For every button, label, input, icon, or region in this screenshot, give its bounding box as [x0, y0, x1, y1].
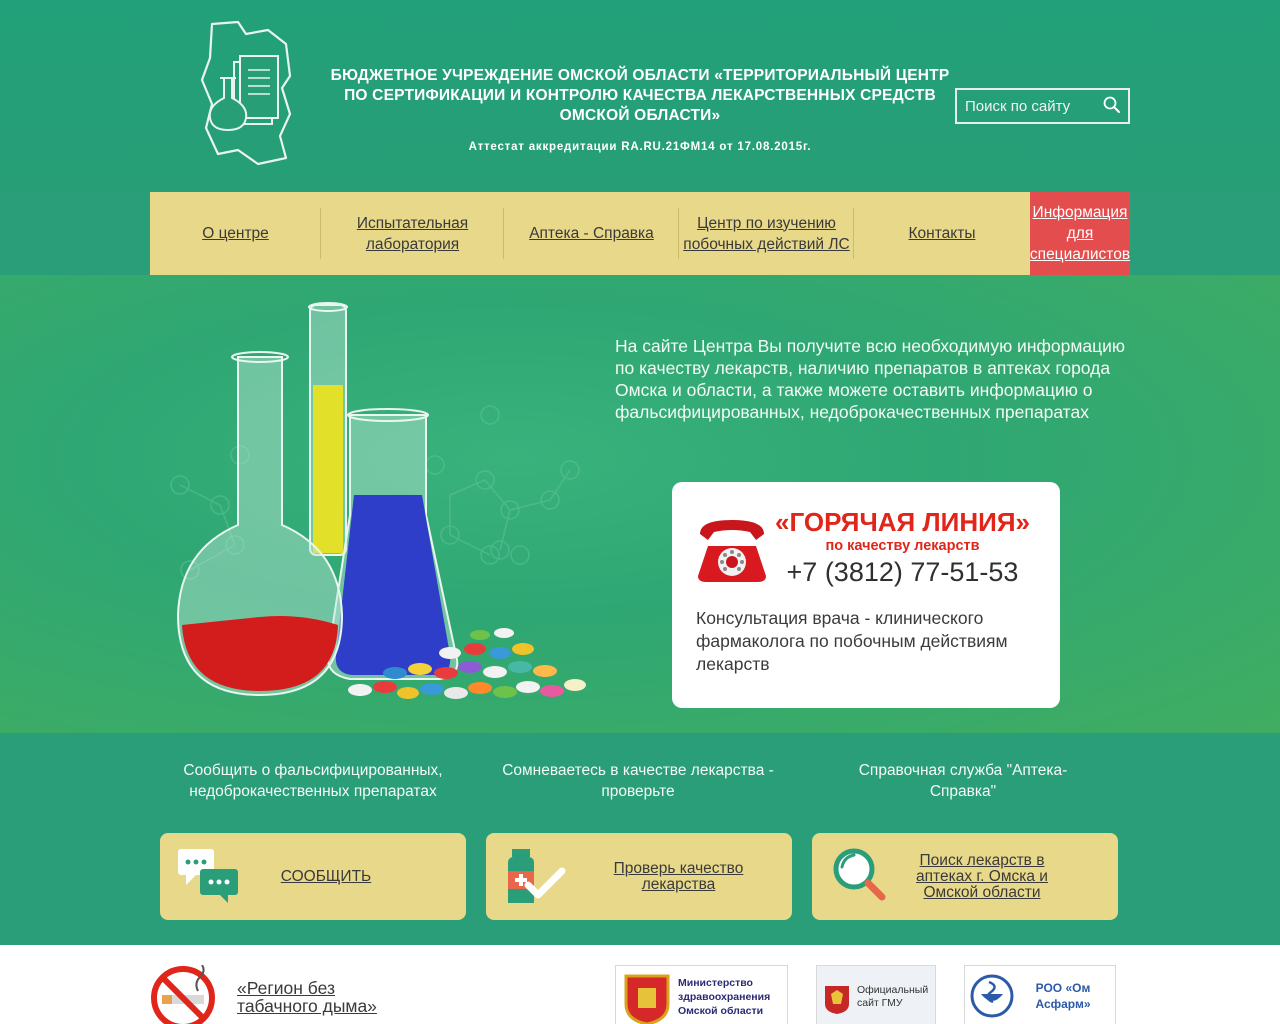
hotline-description: Консультация врача - клинического фармаколога по побочным действиям лекарств [696, 608, 1008, 674]
nav-item-side-effects-center[interactable]: Центр по изучению побочных действий ЛС [679, 192, 854, 275]
organization-title: БЮДЖЕТНОЕ УЧРЕЖДЕНИЕ ОМСКОЙ ОБЛАСТИ «ТЕРРИТОРИАЛЬНЫЙ ЦЕНТР ПО СЕРТИФИКАЦИИ И КОНТРОЛЮ КАЧЕСТВА ЛЕКАРСТВЕННЫХ СРЕДСТВ ОМСКОЙ ОБЛАСТИ» [330, 67, 950, 124]
accreditation-text: Аттестат аккредитации RA.RU.21ФМ14 от 17.08.2015г. [468, 141, 812, 153]
nav-item-pharmacy-help[interactable]: Аптека - Справка [504, 192, 679, 275]
search-box [955, 88, 1130, 124]
smoke-free-region-link[interactable]: «Регион без табачного дыма» [237, 978, 377, 1016]
main-navigation [150, 192, 1130, 275]
footer [0, 945, 1280, 1024]
site-header [0, 0, 1280, 192]
service-caption-check: Сомневаетесь в качестве лекарства - проверьте [502, 762, 774, 800]
service-caption-search: Справочная служба "Аптека-Справка" [858, 762, 1068, 800]
no-smoking-icon[interactable] [150, 965, 216, 1024]
telephone-icon [694, 512, 772, 584]
lab-flasks-pills-illustration [150, 295, 610, 715]
nav-item-about[interactable]: О центре [150, 192, 321, 275]
drug-search-link[interactable]: Поиск лекарств в аптеках г. Омска и Омской области [916, 851, 1048, 901]
hotline-subtitle: по качеству лекарств [825, 538, 980, 554]
hotline-title: «ГОРЯЧАЯ ЛИНИЯ» [775, 507, 1030, 537]
services-section [0, 733, 1280, 945]
check-quality-card[interactable] [486, 833, 792, 920]
nav-item-specialists-info[interactable]: Информация для специалистов [1030, 192, 1130, 275]
omsk-coat-of-arms-icon [620, 970, 674, 1024]
report-card[interactable] [160, 833, 466, 920]
hotline-card [672, 482, 1060, 708]
drug-search-card[interactable] [812, 833, 1118, 920]
nav-item-laboratory[interactable]: Испытательная лаборатория [321, 192, 504, 275]
partner-asfarm-banner[interactable] [964, 965, 1116, 1024]
partner-asfarm-label: РОО «Ом Асфарм» [1035, 981, 1091, 1011]
partner-gmu-label: Официальный сайт ГМУ [857, 984, 929, 1009]
nav-item-contacts[interactable]: Контакты [908, 225, 976, 242]
russia-emblem-icon [823, 984, 851, 1014]
report-link[interactable]: СООБЩИТЬ [280, 867, 372, 885]
magnifier-icon [828, 845, 894, 905]
hotline-phone-number[interactable]: +7 (3812) 77-51-53 [786, 557, 1019, 587]
check-quality-link[interactable]: Проверь качество лекарства [613, 859, 744, 893]
partner-gmu-banner[interactable] [816, 965, 936, 1024]
hero-description: На сайте Центра Вы получите всю необходимую информацию по качеству лекарств, наличию препаратов в аптеках города Омска и области, а также можете оставить информацию о фальсифицированных, недоброкачественных препаратах [615, 336, 1126, 422]
service-caption-report: Сообщить о фальсифицированных, недоброкачественных препаратах [183, 762, 443, 800]
search-icon[interactable] [1102, 95, 1122, 115]
hero-section [0, 275, 1280, 733]
chat-bubbles-icon [176, 845, 242, 905]
partner-ministry-label: Министерство здравоохранения Омской области [678, 977, 771, 1017]
pharmacy-snake-bowl-icon [969, 972, 1015, 1020]
medicine-check-icon [502, 845, 568, 905]
region-flask-logo-icon[interactable] [198, 18, 298, 166]
search-input[interactable] [965, 96, 1100, 116]
partner-ministry-banner[interactable] [615, 965, 788, 1024]
